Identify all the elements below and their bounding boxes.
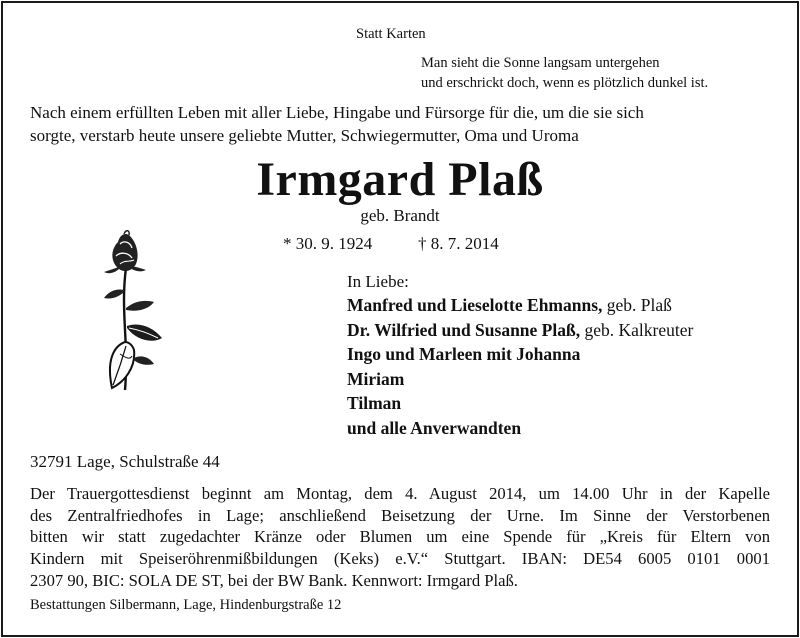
mourner-line: Tilman <box>347 393 402 413</box>
maiden-name: geb. Brandt <box>360 206 440 225</box>
birth-date: * 30. 9. 1924 <box>283 234 373 253</box>
mourners-list <box>347 293 693 440</box>
intro-line: Nach einem erfüllten Leben mit aller Liebe, Hingabe und Fürsorge für die, um die sie sich <box>30 103 644 122</box>
mourner-line: Miriam <box>347 368 405 389</box>
service-line: Kindern mit Speiseröhrenmißbildungen (Keks) e.V.“ Stuttgart. IBAN: DE54 6005 0101 0001 <box>30 549 770 569</box>
deceased-name: Irmgard Plaß <box>256 153 544 206</box>
rose-icon <box>96 230 174 392</box>
service-line: Der Trauergottesdienst beginnt am Montag, dem 4. August 2014, um 14.00 Uhr in der Kapelle <box>30 484 770 503</box>
service-line: des Zentralfriedhofes in Lage; anschließend Beisetzung der Urne. Im Sinne der Verstorbenen <box>30 505 770 525</box>
poem-line: Man sieht die Sonne langsam untergehen <box>421 55 660 71</box>
death-date: † 8. 7. 2014 <box>418 234 499 253</box>
mourner-line: Ingo und Marleen mit Johanna <box>347 344 581 364</box>
funeral-home: Bestattungen Silbermann, Lage, Hindenburgstraße 12 <box>30 597 342 613</box>
poem <box>421 53 708 93</box>
service-text <box>30 483 770 592</box>
service-line: bitten wir statt zugedachter Kränze oder Blumen um eine Spende für „Kreis für Eltern von <box>30 527 770 547</box>
statt-karten: Statt Karten <box>356 26 426 42</box>
service-line: 2307 90, BIC: SOLA DE ST, bei der BW Bank. Kennwort: Irmgard Plaß. <box>30 570 518 590</box>
address: 32791 Lage, Schulstraße 44 <box>30 452 220 471</box>
intro-text <box>30 101 644 147</box>
mourner-line: Manfred und Lieselotte Ehmanns, geb. Plaß <box>347 295 672 315</box>
poem-line: und erschrickt doch, wenn es plötzlich dunkel ist. <box>421 75 709 91</box>
mourner-line: Dr. Wilfried und Susanne Plaß, geb. Kalkreuter <box>347 319 694 340</box>
mourner-line: und alle Anverwandten <box>347 417 522 438</box>
mourners-intro: In Liebe: <box>347 272 409 291</box>
intro-line: sorgte, verstarb heute unsere geliebte Mutter, Schwiegermutter, Oma und Uroma <box>30 126 579 145</box>
